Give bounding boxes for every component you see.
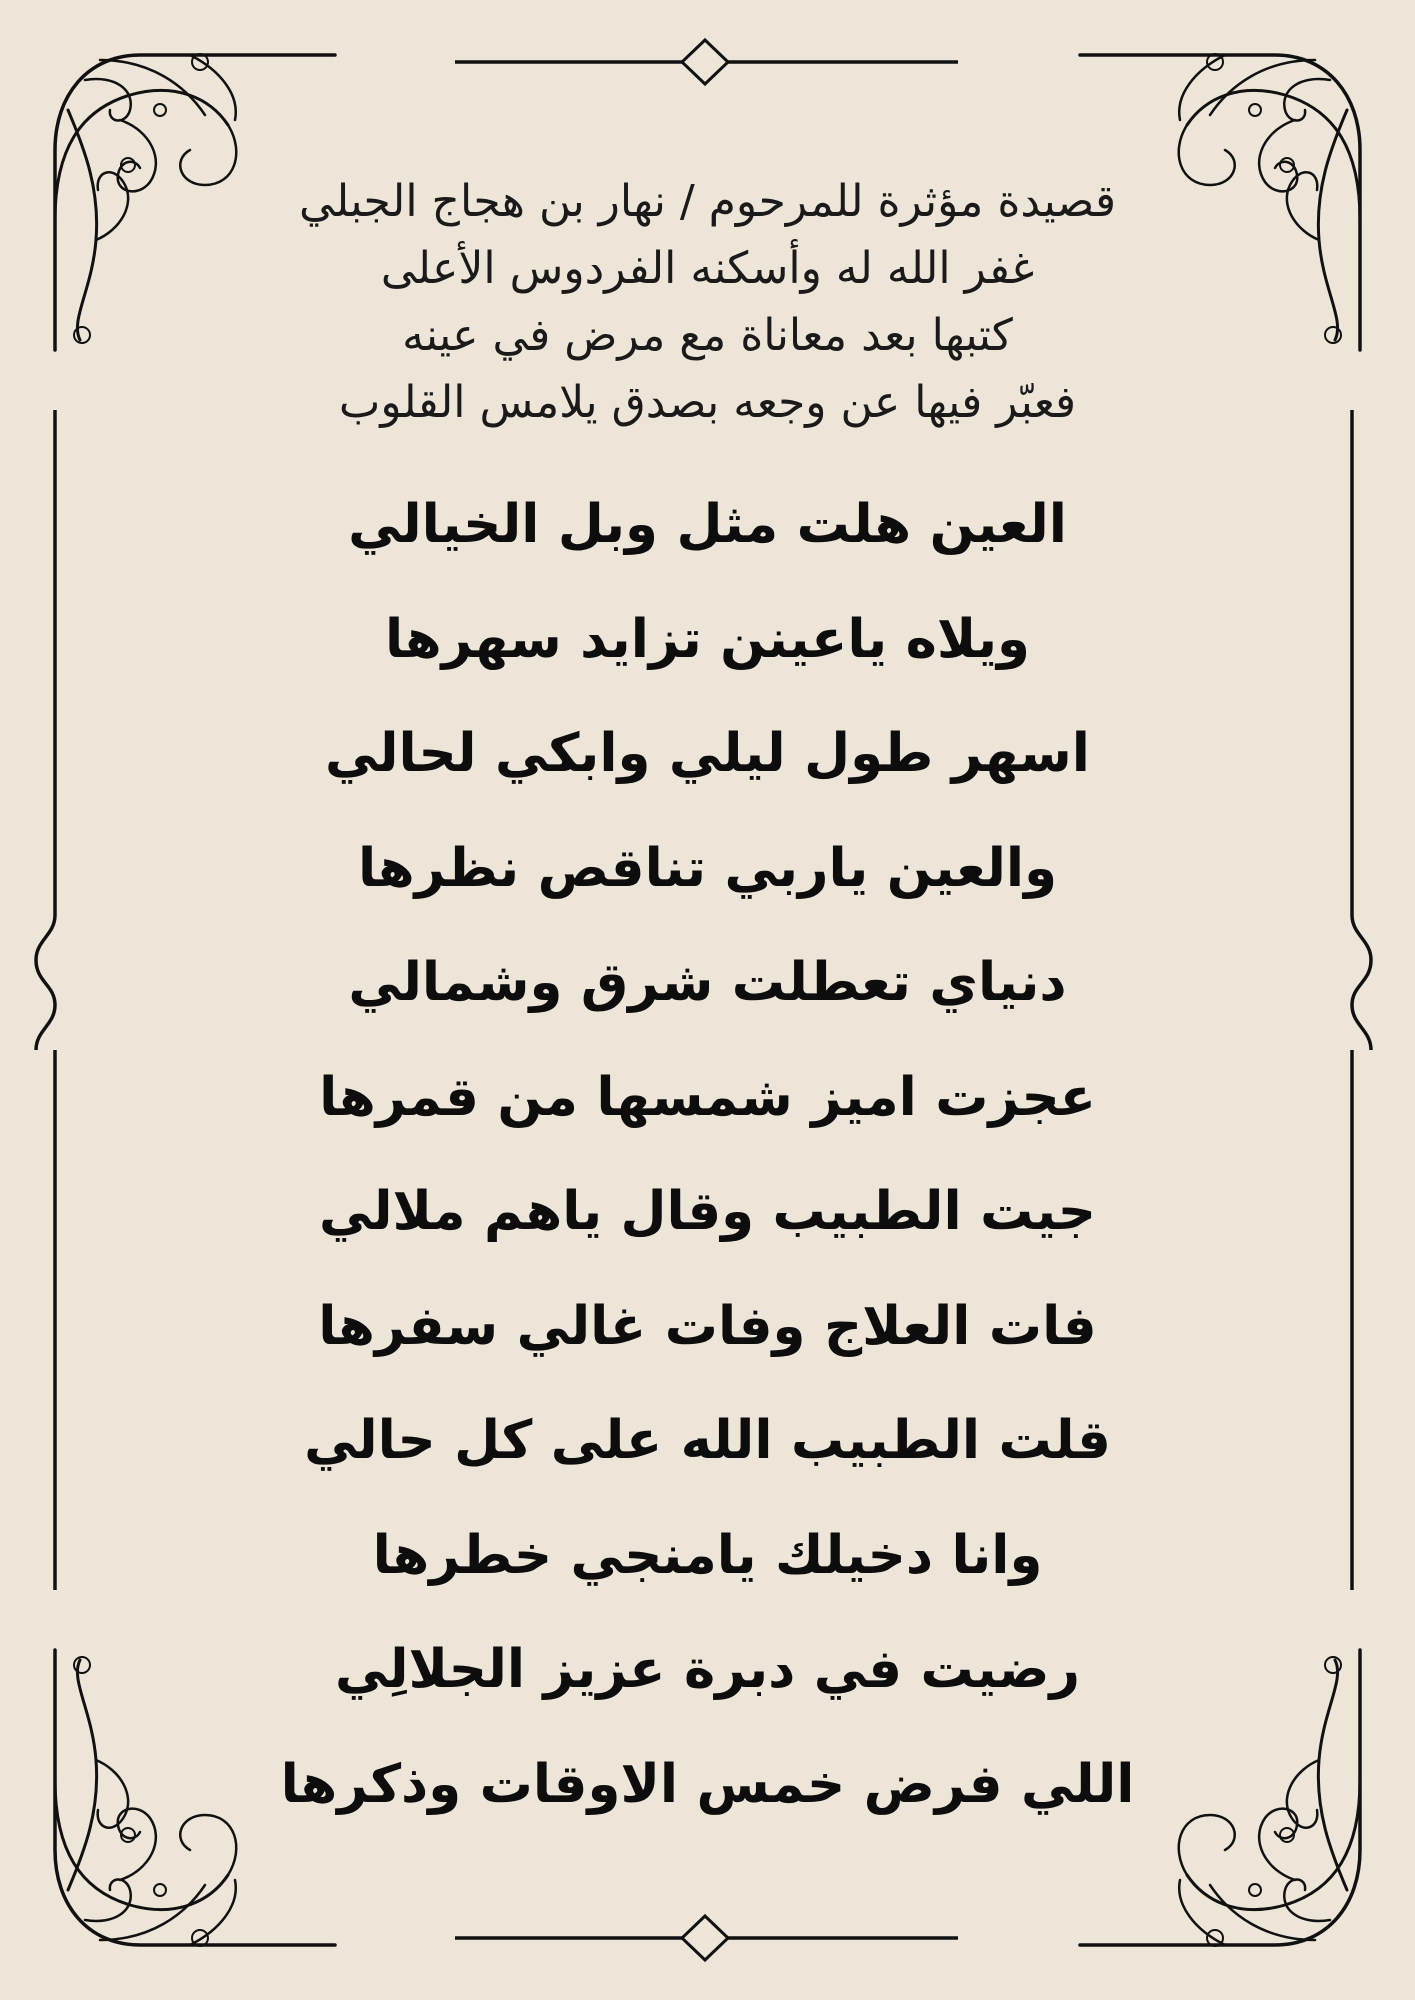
intro-line-title: قصيدة مؤثرة للمرحوم / نهار بن هجاج الجبلي: [299, 176, 1116, 227]
verse-line: العين هلت مثل وبل الخيالي: [348, 494, 1067, 555]
verse-line: رضيت في دبرة عزيز الجلالِي: [334, 1639, 1081, 1700]
poem-introduction: [160, 168, 1255, 436]
poem-verses: [200, 468, 1215, 1842]
intro-line-description: فعبّر فيها عن وجعه بصدق يلامس القلوب: [338, 377, 1077, 428]
verse-line: اسهر طول ليلي وابكي لحالي: [325, 723, 1090, 784]
intro-line-context: كتبها بعد معاناة مع مرض في عينه: [402, 310, 1013, 361]
verse-line: قلت الطبيب الله على كل حالي: [304, 1410, 1111, 1471]
verse-line: والعين ياربي تناقص نظرها: [357, 837, 1058, 899]
verse-line: اللي فرض خمس الاوقات وذكرها: [280, 1753, 1135, 1815]
verse-line: جيت الطبيب وقال ياهم ملالي: [318, 1181, 1097, 1242]
intro-line-prayer: غفر الله له وأسكنه الفردوس الأعلى: [380, 243, 1035, 294]
verse-line: وانا دخيلك يامنجي خطرها: [372, 1524, 1043, 1586]
verse-line: دنياي تعطلت شرق وشمالي: [348, 952, 1067, 1013]
verse-line: عجزت اميز شمسها من قمرها: [319, 1066, 1096, 1128]
verse-line: ويلاه ياعينن تزايد سهرها: [385, 608, 1030, 670]
verse-line: فات العلاج وفات غالي سفرها: [318, 1295, 1097, 1357]
